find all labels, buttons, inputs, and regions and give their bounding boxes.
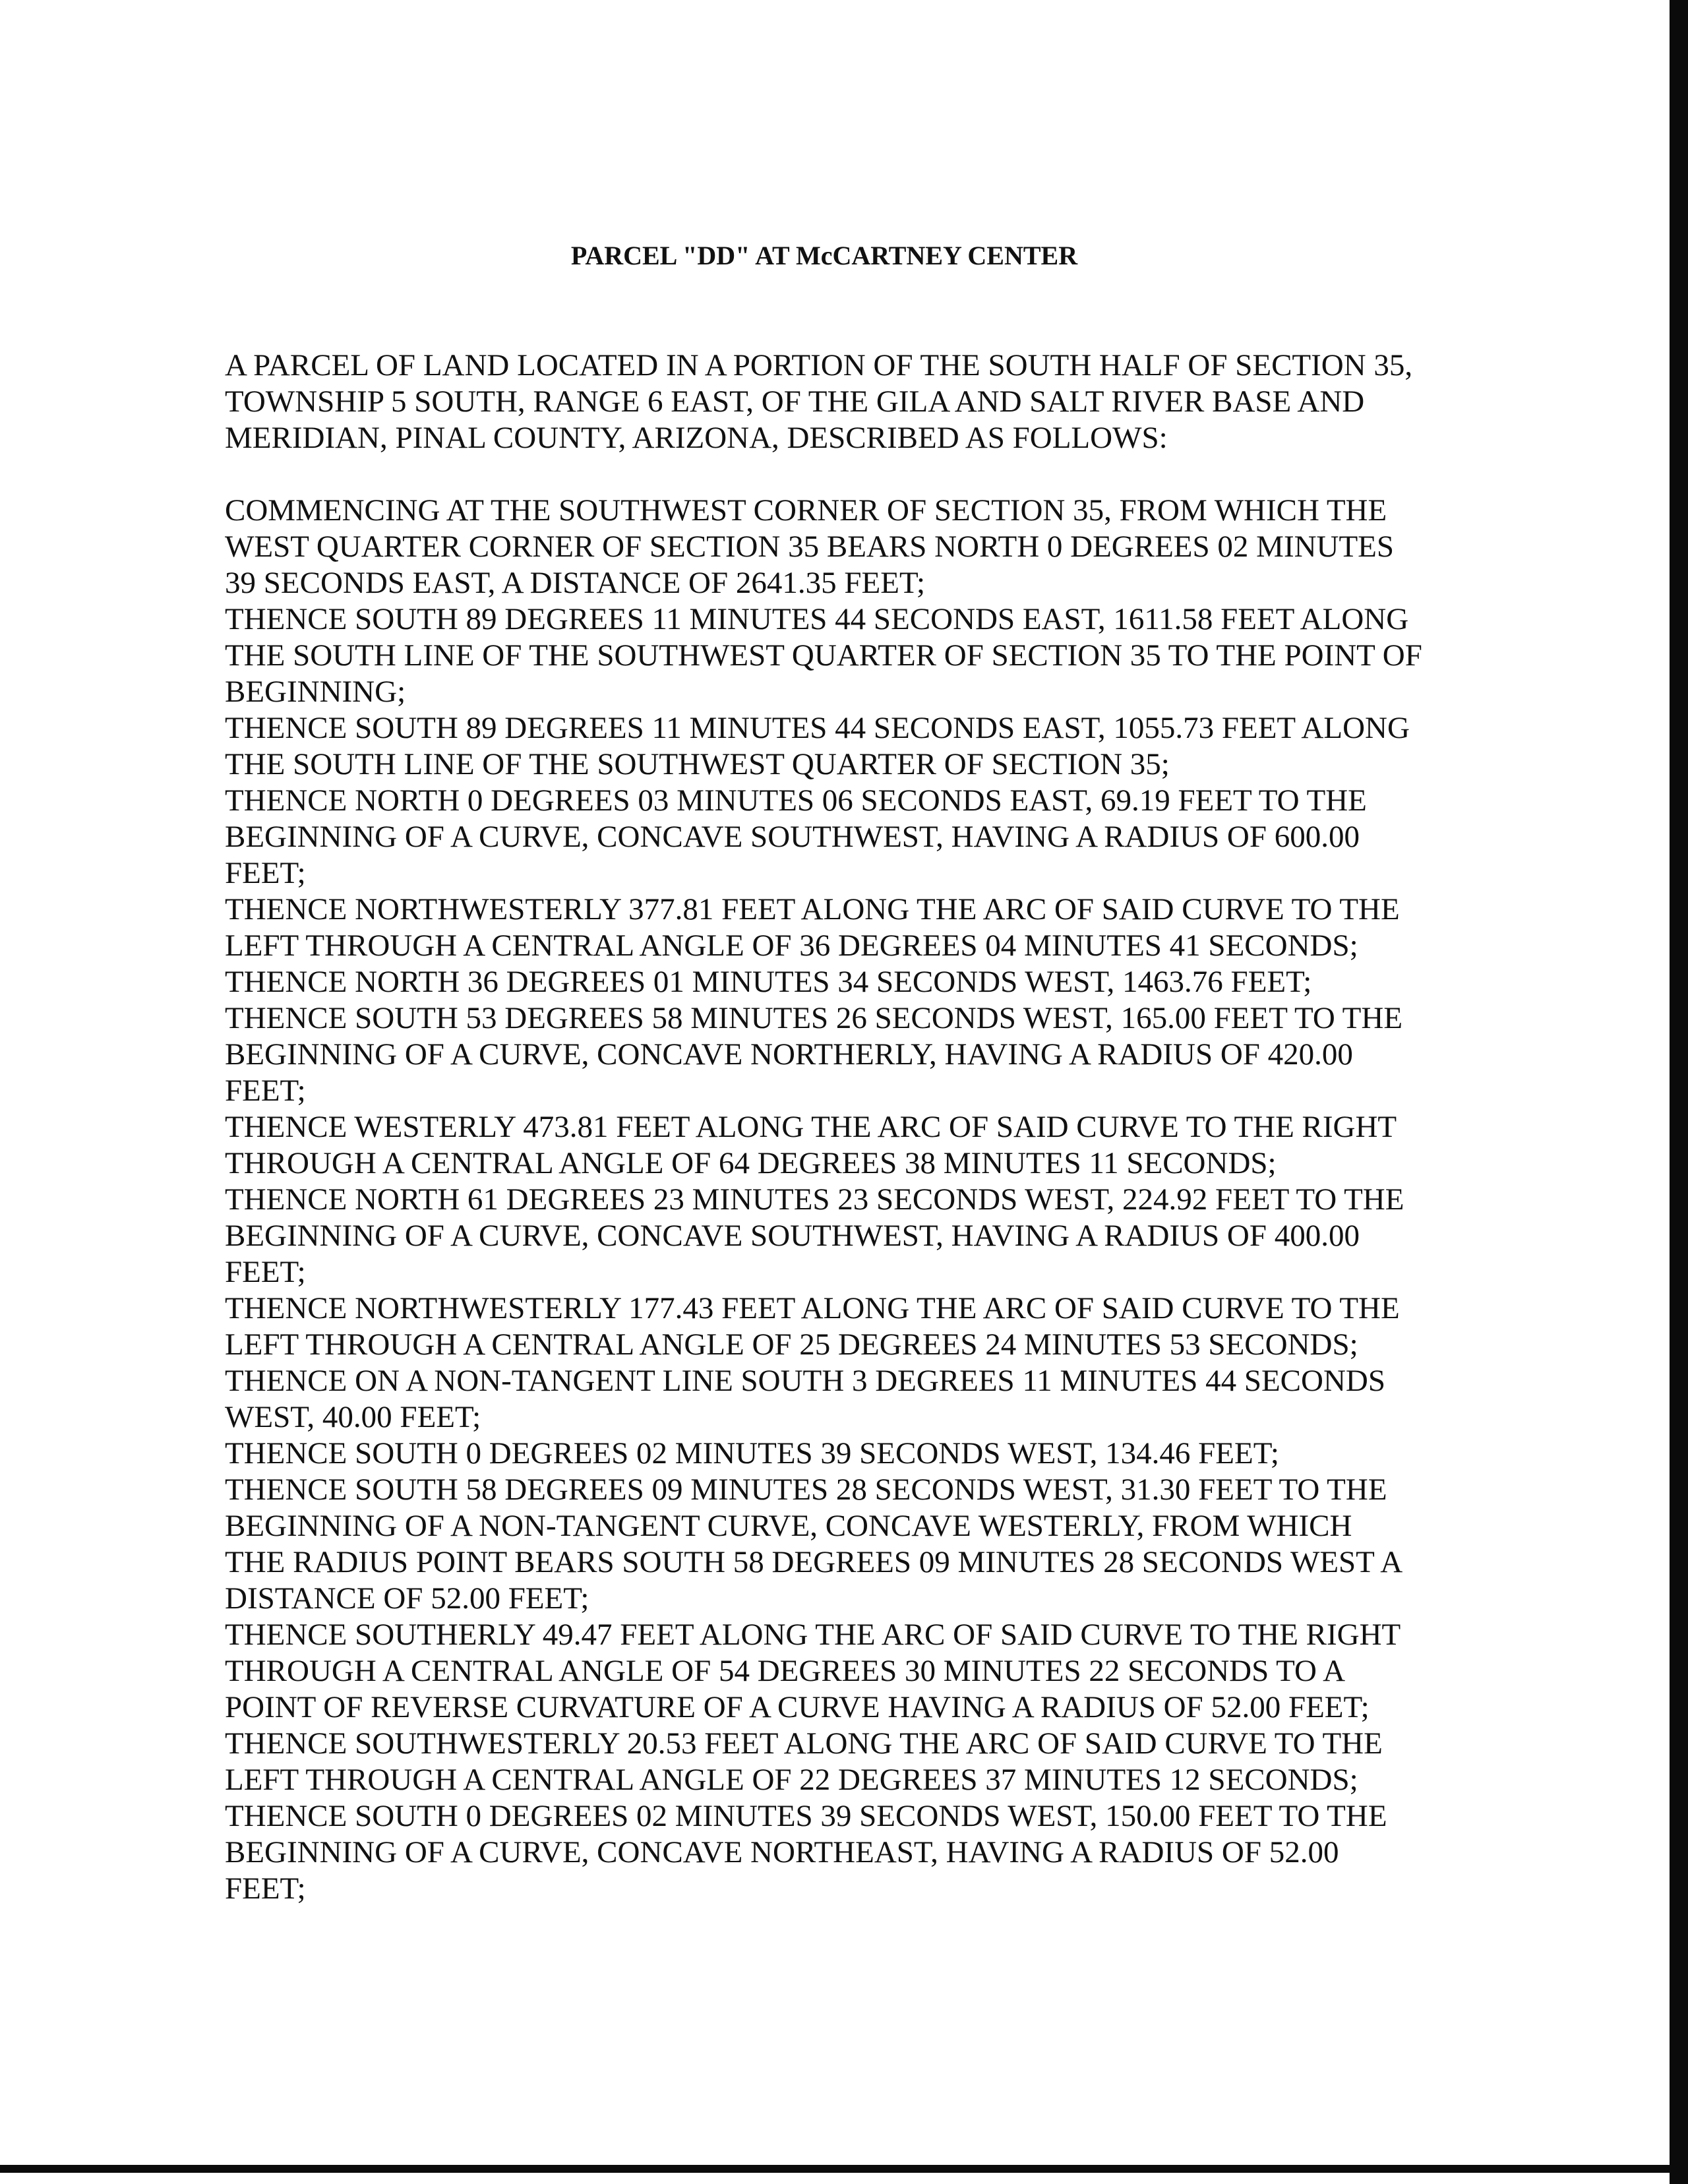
description-line: THENCE SOUTH 89 DEGREES 11 MINUTES 44 SECONDS EAST, 1611.58 FEET ALONG: [225, 602, 1409, 636]
description-line: THROUGH A CENTRAL ANGLE OF 64 DEGREES 38 MINUTES 11 SECONDS;: [225, 1146, 1277, 1180]
description-line: BEGINNING OF A CURVE, CONCAVE SOUTHWEST, HAVING A RADIUS OF 600.00: [225, 820, 1360, 854]
description-line: LEFT THROUGH A CENTRAL ANGLE OF 36 DEGREES 04 MINUTES 41 SECONDS;: [225, 928, 1358, 963]
description-line: THE RADIUS POINT BEARS SOUTH 58 DEGREES 09 MINUTES 28 SECONDS WEST A: [225, 1545, 1403, 1579]
description-line: THE SOUTH LINE OF THE SOUTHWEST QUARTER OF SECTION 35;: [225, 747, 1170, 781]
intro-paragraph: [225, 348, 1662, 456]
description-line: THE SOUTH LINE OF THE SOUTHWEST QUARTER OF SECTION 35 TO THE POINT OF: [225, 638, 1422, 673]
description-line: THENCE NORTHWESTERLY 177.43 FEET ALONG THE ARC OF SAID CURVE TO THE: [225, 1291, 1400, 1325]
description-line: THENCE SOUTH 58 DEGREES 09 MINUTES 28 SECONDS WEST, 31.30 FEET TO THE: [225, 1472, 1387, 1507]
intro-line: MERIDIAN, PINAL COUNTY, ARIZONA, DESCRIBED AS FOLLOWS:: [225, 421, 1168, 455]
description-line: THENCE SOUTH 0 DEGREES 02 MINUTES 39 SECONDS WEST, 150.00 FEET TO THE: [225, 1799, 1387, 1833]
description-line: THENCE WESTERLY 473.81 FEET ALONG THE ARC OF SAID CURVE TO THE RIGHT: [225, 1110, 1397, 1144]
description-line: POINT OF REVERSE CURVATURE OF A CURVE HAVING A RADIUS OF 52.00 FEET;: [225, 1690, 1370, 1724]
description-line: WEST, 40.00 FEET;: [225, 1400, 481, 1434]
description-line: THROUGH A CENTRAL ANGLE OF 54 DEGREES 30 MINUTES 22 SECONDS TO A: [225, 1654, 1346, 1688]
description-line: COMMENCING AT THE SOUTHWEST CORNER OF SECTION 35, FROM WHICH THE: [225, 493, 1387, 528]
description-line: THENCE SOUTH 53 DEGREES 58 MINUTES 26 SECONDS WEST, 165.00 FEET TO THE: [225, 1001, 1403, 1035]
scan-border-bottom: [0, 2165, 1688, 2173]
description-line: DISTANCE OF 52.00 FEET;: [225, 1581, 589, 1616]
description-line: THENCE SOUTH 0 DEGREES 02 MINUTES 39 SECONDS WEST, 134.46 FEET;: [225, 1436, 1279, 1471]
description-line: FEET;: [225, 1074, 306, 1108]
description-line: BEGINNING OF A CURVE, CONCAVE NORTHERLY, HAVING A RADIUS OF 420.00: [225, 1037, 1353, 1072]
description-line: BEGINNING;: [225, 675, 406, 709]
description-line: FEET;: [225, 856, 306, 890]
description-line: LEFT THROUGH A CENTRAL ANGLE OF 25 DEGREES 24 MINUTES 53 SECONDS;: [225, 1327, 1358, 1362]
description-line: 39 SECONDS EAST, A DISTANCE OF 2641.35 FEET;: [225, 566, 926, 600]
description-line: BEGINNING OF A NON-TANGENT CURVE, CONCAVE WESTERLY, FROM WHICH: [225, 1509, 1352, 1543]
description-line: THENCE NORTH 61 DEGREES 23 MINUTES 23 SECONDS WEST, 224.92 FEET TO THE: [225, 1182, 1404, 1217]
description-line: BEGINNING OF A CURVE, CONCAVE NORTHEAST, HAVING A RADIUS OF 52.00: [225, 1835, 1339, 1869]
description-line: THENCE NORTH 0 DEGREES 03 MINUTES 06 SECONDS EAST, 69.19 FEET TO THE: [225, 783, 1367, 818]
description-line: THENCE SOUTH 89 DEGREES 11 MINUTES 44 SECONDS EAST, 1055.73 FEET ALONG: [225, 711, 1410, 745]
document-title: PARCEL "DD" AT McCARTNEY CENTER: [570, 241, 1078, 270]
intro-line: A PARCEL OF LAND LOCATED IN A PORTION OF THE SOUTH HALF OF SECTION 35,: [225, 348, 1413, 382]
description-line: THENCE SOUTHWESTERLY 20.53 FEET ALONG THE ARC OF SAID CURVE TO THE: [225, 1726, 1383, 1761]
description-line: THENCE NORTHWESTERLY 377.81 FEET ALONG THE ARC OF SAID CURVE TO THE: [225, 892, 1400, 926]
description-line: THENCE NORTH 36 DEGREES 01 MINUTES 34 SECONDS WEST, 1463.76 FEET;: [225, 965, 1312, 999]
description-line: LEFT THROUGH A CENTRAL ANGLE OF 22 DEGREES 37 MINUTES 12 SECONDS;: [225, 1763, 1358, 1797]
intro-line: TOWNSHIP 5 SOUTH, RANGE 6 EAST, OF THE GILA AND SALT RIVER BASE AND: [225, 384, 1365, 419]
description-line: BEGINNING OF A CURVE, CONCAVE SOUTHWEST, HAVING A RADIUS OF 400.00: [225, 1219, 1360, 1253]
description-line: THENCE ON A NON-TANGENT LINE SOUTH 3 DEGREES 11 MINUTES 44 SECONDS: [225, 1364, 1385, 1398]
legal-description-body: [225, 493, 1662, 1907]
scan-border-right: [1670, 0, 1688, 2184]
description-line: FEET;: [225, 1871, 306, 1906]
description-line: THENCE SOUTHERLY 49.47 FEET ALONG THE ARC OF SAID CURVE TO THE RIGHT: [225, 1618, 1401, 1652]
description-line: WEST QUARTER CORNER OF SECTION 35 BEARS NORTH 0 DEGREES 02 MINUTES: [225, 530, 1395, 564]
description-line: FEET;: [225, 1255, 306, 1289]
